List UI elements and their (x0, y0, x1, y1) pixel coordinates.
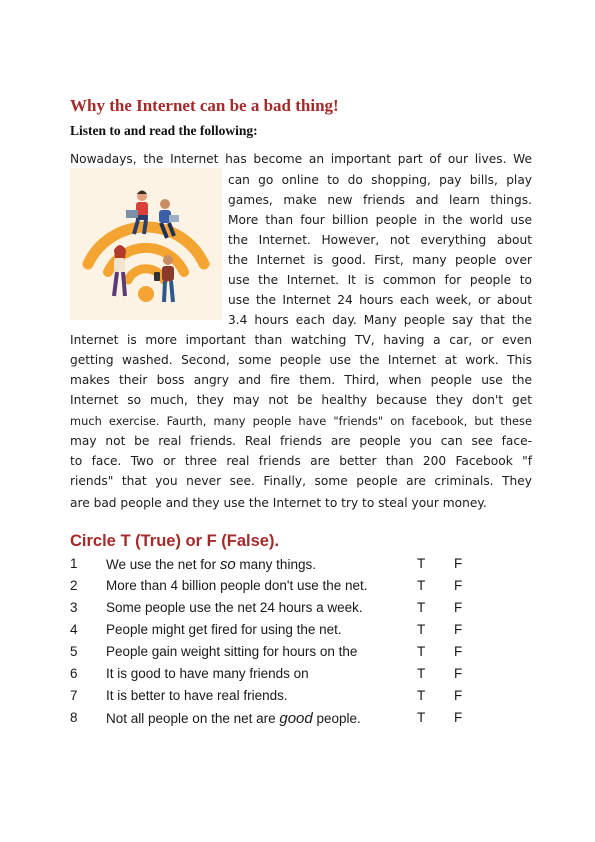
passage-line: getting washed. Second, some people use the Internet at work. This (70, 353, 532, 367)
question-number: 6 (70, 666, 78, 681)
question-text: Some people use the net 24 hours a week. (106, 600, 363, 615)
passage-line: are bad people and they use the Internet to try to steal your money. (70, 496, 487, 510)
true-option[interactable]: T (417, 710, 426, 725)
false-option[interactable]: F (454, 666, 463, 681)
question-text: More than 4 billion people don't use the net. (106, 578, 368, 593)
instruction: Listen to and read the following: (70, 123, 258, 138)
true-option[interactable]: T (417, 556, 426, 571)
passage-line: much exercise. Faurth, many people have "friends" on facebook, but these (70, 414, 532, 428)
passage-line: use the Internet 24 hours each week, or about (228, 293, 532, 307)
passage-line: Internet is more important than watching TV, having a car, or even (70, 333, 532, 347)
true-option[interactable]: T (417, 622, 426, 637)
passage-line: to face. Two or three real friends are better than 200 Facebook "f (70, 454, 532, 468)
question-number: 5 (70, 644, 78, 659)
passage-line: riends" that you never see. Finally, some people are criminals. They (70, 474, 532, 488)
question-number: 4 (70, 622, 78, 637)
question-row (70, 688, 470, 708)
true-option[interactable]: T (417, 578, 426, 593)
passage-line: Internet so much, they may not be healthy because they don't get (70, 393, 532, 407)
question-number: 2 (70, 578, 78, 593)
true-option[interactable]: T (417, 688, 426, 703)
true-option[interactable]: T (417, 600, 426, 615)
page-title: Why the Internet can be a bad thing! (70, 96, 339, 115)
passage-line: makes their boss angry and fire them. Third, when people use the (70, 373, 532, 387)
wifi-people-illustration (70, 168, 222, 320)
question-text: We use the net for so many things. (106, 556, 316, 573)
question-row (70, 600, 470, 620)
wifi-icon (70, 168, 222, 320)
passage-line: the Internet is good. First, many people over (228, 253, 532, 267)
false-option[interactable]: F (454, 578, 463, 593)
question-number: 8 (70, 710, 78, 725)
false-option[interactable]: F (454, 556, 463, 571)
passage-line: the Internet. However, not everything about (228, 233, 532, 247)
question-row (70, 666, 470, 686)
false-option[interactable]: F (454, 600, 463, 615)
true-option[interactable]: T (417, 666, 426, 681)
question-text: It is better to have real friends. (106, 688, 288, 703)
false-option[interactable]: F (454, 622, 463, 637)
question-text: People gain weight sitting for hours on the (106, 644, 358, 659)
question-row (70, 578, 470, 598)
false-option[interactable]: F (454, 644, 463, 659)
exercise-heading: Circle T (True) or F (False). (70, 532, 280, 550)
passage-line: 3.4 hours each day. Many people say that the (228, 313, 532, 327)
question-row (70, 644, 470, 664)
passage-line: More than four billion people in the world use (228, 213, 532, 227)
passage-line: games, make new friends and learn things. (228, 193, 532, 207)
question-number: 7 (70, 688, 78, 703)
passage-line: can go online to do shopping, pay bills, play (228, 173, 532, 187)
question-row (70, 710, 470, 730)
passage-line: Nowadays, the Internet has become an important part of our lives. We (70, 152, 532, 166)
question-text: It is good to have many friends on (106, 666, 309, 681)
false-option[interactable]: F (454, 688, 463, 703)
passage-line: may not be real friends. Real friends are people you can see face- (70, 434, 532, 448)
question-number: 3 (70, 600, 78, 615)
true-option[interactable]: T (417, 644, 426, 659)
question-text: Not all people on the net are good people. (106, 710, 361, 727)
question-number: 1 (70, 556, 78, 571)
question-row (70, 622, 470, 642)
passage-line: use the Internet. It is common for people to (228, 273, 532, 287)
false-option[interactable]: F (454, 710, 463, 725)
question-text: People might get fired for using the net. (106, 622, 342, 637)
question-row (70, 556, 470, 576)
